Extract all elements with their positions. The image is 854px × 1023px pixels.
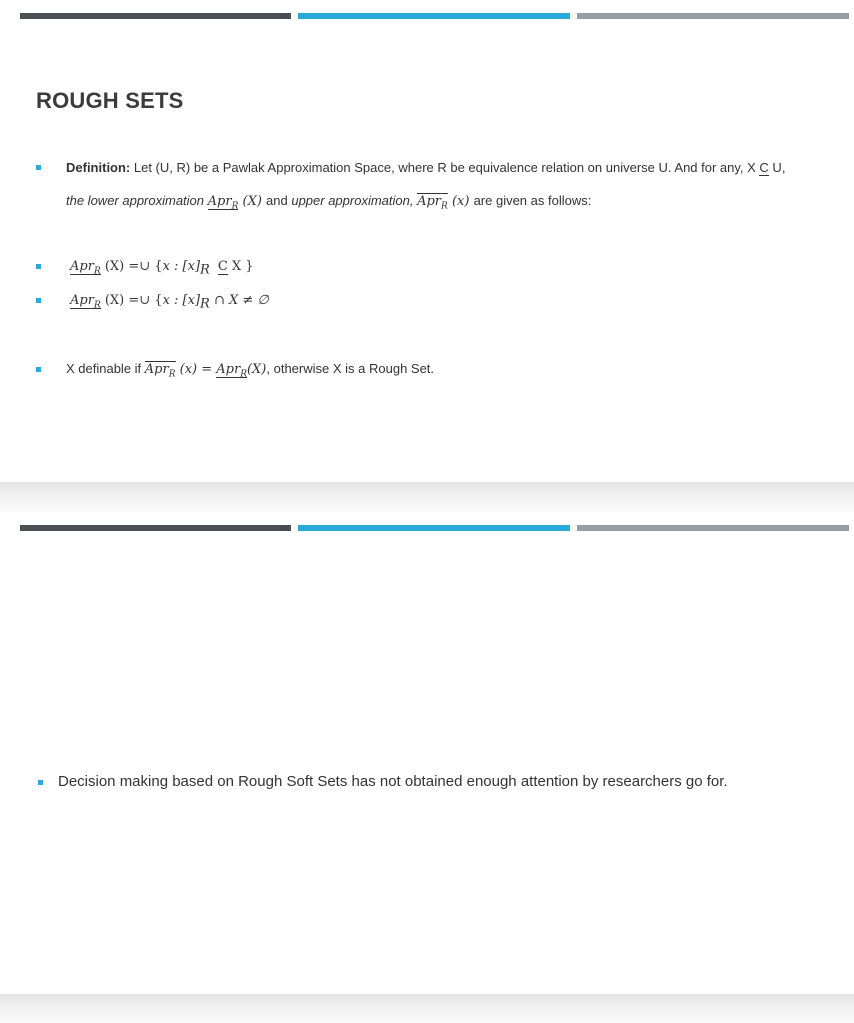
formula-lower-symbol: Apr$_R$ [70,259,101,277]
definable-lower-arg: (X) [246,362,267,377]
definable-text-b: , otherwise X is a Rough Set. [266,361,435,376]
bullet-icon [38,780,43,785]
definition-line-2-end: are given as follows: [473,193,592,208]
definable-line [66,361,434,380]
decision-making-text: Decision making based on Rough Soft Sets has not obtained enough attention by researchers go for. [58,773,728,790]
definition-text-end: U, [768,160,786,175]
definition-line-2 [66,193,591,212]
definition-label: Definition: [66,160,131,175]
lower-approx-arg: (X) [238,194,267,209]
slide-separator [0,994,854,1023]
subset-symbol: C [759,160,769,175]
upper-approx-symbol: Apr$_R$ [417,194,448,212]
definable-upper-arg: (x) = [175,362,217,377]
definition-text: Let (U, R) be a Pawlak Approximation Space, where R be equivalence relation on universe U. And for any, X [130,160,760,175]
bullet-icon [36,264,41,269]
formula-lower-part-a: (X) =∪ { [100,259,163,274]
slide-1 [0,0,854,482]
lower-approx-label: the lower approximation [66,193,208,208]
formula-upper [70,292,269,312]
header-bar-dark [20,13,291,19]
bullet-icon [36,298,41,303]
formula-lower-subset: C [217,259,228,274]
bullet-icon [36,165,41,170]
formula-upper-part-c: ∩ X ≠ ∅ [209,293,269,308]
upper-approx-label: upper approximation, [291,193,418,208]
header-bar-blue [298,525,570,531]
formula-upper-sub: R [200,296,210,312]
formula-lower-part-c: X } [227,259,254,274]
definition-line-1 [66,160,785,175]
bullet-icon [36,367,41,372]
and-text: and [266,193,292,208]
formula-upper-part-b: x : [x] [162,293,201,308]
definable-upper-symbol: Apr$_R$ [144,362,176,380]
formula-lower-sub: R [200,262,210,278]
formula-lower [70,258,254,278]
header-bar-gray [577,13,849,19]
header-bar-blue [298,13,570,19]
formula-lower-part-b: x : [x] [162,259,201,274]
formula-upper-symbol: Apr$_R$ [70,293,101,311]
header-bar-gray [577,525,849,531]
definable-lower-symbol: Apr$_R$ [216,362,247,380]
upper-approx-arg: (x) [447,194,474,209]
lower-approx-symbol: Apr$_R$ [207,194,239,212]
formula-upper-part-a: (X) =∪ { [100,293,163,308]
slide-title: ROUGH SETS [36,88,184,113]
header-bar-dark [20,525,291,531]
definable-text-a: X definable if [66,361,145,376]
slide-2 [0,512,854,994]
slide-separator [0,482,854,512]
